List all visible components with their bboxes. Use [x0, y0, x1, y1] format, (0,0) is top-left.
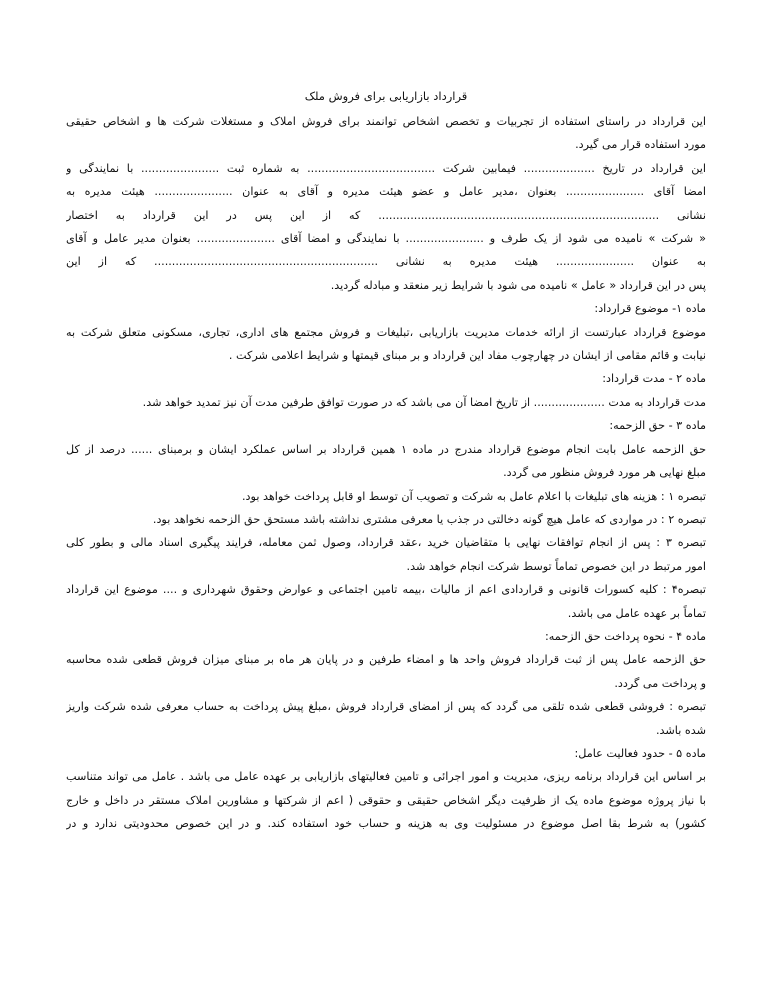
- document-body: [66, 110, 706, 836]
- paragraph-line: ماده ۱- موضوع قرارداد:: [594, 302, 706, 316]
- paragraph-line: تبصره ۱ : هزینه های تبلیغات با اعلام عامل به شرکت و تصویب آن توسط او قابل پرداخت خواهد بود.: [242, 489, 706, 503]
- paragraph-line: و پرداخت می گردد.: [614, 676, 706, 690]
- paragraph-line: امضا آقای ...................... بعنوان ،مدیر عامل و عضو هیئت مدیره و آقای به عنوان ...................... هیئت مدیره به: [66, 185, 706, 199]
- paragraph-line: نیابت و قائم مقامی از ایشان در چهارچوب مفاد این قرارداد و بر مبنای قیمتها و شرایط اعلامی شرکت .: [228, 349, 706, 363]
- paragraph-line: بر اساس این قرارداد برنامه ریزی، مدیریت و امور اجرائی و تامین فعالیتهای بازاریابی بر عهده عامل می باشد . عامل می تواند متناسب: [66, 770, 706, 784]
- paragraph-line: تبصره : فروشی قطعی شده تلقی می گردد که پس از امضای قرارداد فروش ،مبلغ پیش پرداخت به حساب معرفی شده شرکت واریز: [66, 700, 706, 714]
- paragraph-line: تماماً بر عهده عامل می باشد.: [567, 606, 706, 620]
- paragraph-line: پس در این قرارداد « عامل » نامیده می شود با شرایط زیر منعقد و مبادله گردید.: [330, 278, 706, 292]
- paragraph-line: مدت قرارداد به مدت .................... از تاریخ امضا آن می باشد که در صورت توافق طرفین مدت آن نیز تمدید خواهد شد.: [142, 395, 706, 409]
- paragraph-line: تبصره ۲ : در مواردی که عامل هیچ گونه دخالتی در جذب یا معرفی مشتری نداشته باشد مستحق حق الزحمه نخواهد بود.: [152, 512, 706, 526]
- paragraph-line: شده باشد.: [656, 723, 706, 737]
- paragraph-line: با نیاز پروژه موضوع ماده یک از ظرفیت دیگر اشخاص حقیقی و حقوقی ( اعم از شرکتها و مشاورین املاک مستقر در داخل و خارج: [66, 793, 706, 807]
- paragraph-line: حق الزحمه عامل پس از ثبت قرارداد فروش واحد ها و امضاء طرفین و در پایان هر ماه بر مبنای میزان فروش قطعی شده محاسبه: [66, 653, 706, 667]
- paragraph-line: این قرارداد در راستای استفاده از تجربیات و تخصص اشخاص توانمند برای فروش املاک و مستغلات شرکت ها و اشخاص حقیقی: [66, 115, 706, 128]
- contract-page: [66, 86, 706, 836]
- document-title: قرارداد بازاریابی برای فروش ملک: [304, 89, 468, 103]
- paragraph-line: موضوع قرارداد عبارتست از ارائه خدمات مدیریت بازاریابی ،تبلیغات و فروش مجتمع های اداری، تجاری، مسکونی متعلق شرکت به: [66, 325, 706, 339]
- paragraph-line: تبصره ۳ : پس از انجام توافقات نهایی با متقاضیان خرید ،عقد قرارداد، وصول ثمن معامله، فرایند پیگیری اسناد مالی و بطور کلی: [66, 536, 706, 550]
- paragraph-line: تبصره۴ : کلیه کسورات قانونی و قراردادی اعم از مالیات ،بیمه تامین اجتماعی و عوارض وحقوق شهرداری و .... موضوع این قرارداد: [66, 583, 706, 597]
- paragraph-line: امور مرتبط در این خصوص تماماً توسط شرکت انجام خواهد شد.: [406, 559, 706, 573]
- paragraph-line: مورد استفاده قرار می گیرد.: [575, 138, 706, 152]
- paragraph-line: مبلغ نهایی هر مورد فروش منظور می گردد.: [503, 466, 706, 480]
- paragraph-line: ماده ۵ - حدود فعالیت عامل:: [574, 746, 706, 760]
- paragraph-line: نشانی ............................................................................... که از این پس در این قرارداد به اختصار: [66, 208, 706, 222]
- paragraph-line: حق الزحمه عامل بابت انجام موضوع قرارداد مندرج در ماده ۱ همین قرارداد بر اساس عملکرد ایشان و برمبنای ...... درصد از کل: [66, 442, 706, 456]
- paragraph-line: ماده ۴ - نحوه پرداخت حق الزحمه:: [545, 629, 706, 643]
- paragraph-line: به عنوان ...................... هیئت مدیره به نشانی ............................................................... که از این: [66, 255, 706, 269]
- paragraph-line: « شرکت » نامیده می شود از یک طرف و ...................... با نمایندگی و امضا آقای ...................... بعنوان مدیر عامل و آقای: [66, 232, 706, 246]
- paragraph-line: ماده ۲ - مدت قرارداد:: [602, 372, 706, 386]
- paragraph-line: کشور) به شرط بقا اصل موضوع در مسئولیت وی به هزینه و حساب خود استفاده کند. و در این خصوص محدودیتی ندارد و در: [66, 817, 706, 831]
- paragraph-line: ماده ۳ - حق الزحمه:: [609, 419, 706, 433]
- paragraph-line: این قرارداد در تاریخ .................... فیمابین شرکت .................................... به شماره ثبت ...................... با نمایندگی و: [66, 161, 706, 175]
